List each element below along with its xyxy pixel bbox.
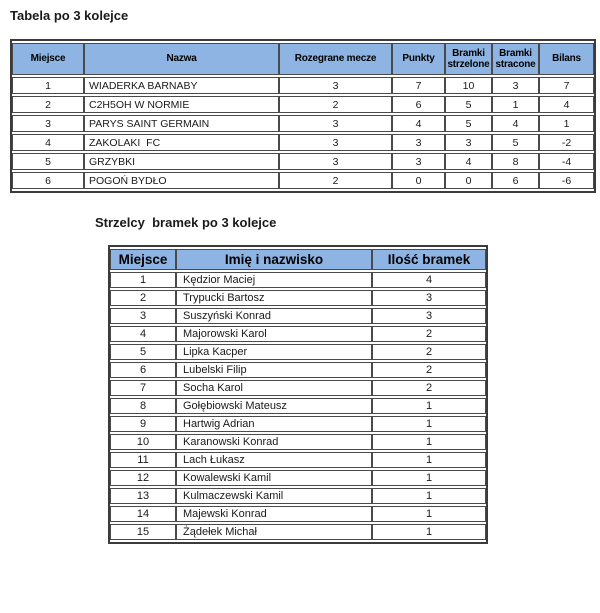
- scorers-table-row: [110, 434, 486, 450]
- cell-rank: 13: [110, 488, 176, 504]
- league-table-row: [12, 77, 594, 94]
- cell-goal-count: 4: [372, 272, 486, 288]
- cell-team-name: POGOŃ BYDŁO: [84, 172, 279, 189]
- cell-rank: 5: [110, 344, 176, 360]
- scorers-header-goal-count: Ilość bramek: [372, 249, 486, 270]
- scorers-table-row: [110, 272, 486, 288]
- cell-goals-scored: 4: [445, 153, 492, 170]
- cell-player-name: Lach Łukasz: [176, 452, 372, 468]
- cell-goals-conceded: 1: [492, 96, 539, 113]
- cell-team-name: ZAKOLAKI FC: [84, 134, 279, 151]
- cell-position: 3: [12, 115, 84, 132]
- scorers-table-row: [110, 506, 486, 522]
- cell-rank: 3: [110, 308, 176, 324]
- cell-goals-conceded: 5: [492, 134, 539, 151]
- cell-rank: 2: [110, 290, 176, 306]
- cell-position: 1: [12, 77, 84, 94]
- cell-matches-played: 3: [279, 77, 392, 94]
- league-header-team-name: Nazwa: [84, 43, 279, 75]
- league-header-position: Miejsce: [12, 43, 84, 75]
- cell-goals-scored: 5: [445, 115, 492, 132]
- scorers-table-row: [110, 524, 486, 540]
- cell-rank: 8: [110, 398, 176, 414]
- cell-balance: -6: [539, 172, 594, 189]
- cell-matches-played: 3: [279, 115, 392, 132]
- scorers-table-row: [110, 362, 486, 378]
- cell-goal-count: 3: [372, 308, 486, 324]
- scorers-table-row: [110, 380, 486, 396]
- cell-goals-scored: 3: [445, 134, 492, 151]
- league-table-row: [12, 153, 594, 170]
- cell-points: 6: [392, 96, 445, 113]
- league-table-row: [12, 172, 594, 189]
- scorers-header-rank: Miejsce: [110, 249, 176, 270]
- league-header-goals-conceded: Bramki stracone: [492, 43, 539, 75]
- scorers-table-row: [110, 452, 486, 468]
- cell-matches-played: 2: [279, 96, 392, 113]
- league-header-row: [12, 43, 594, 75]
- cell-player-name: Lipka Kacper: [176, 344, 372, 360]
- cell-goal-count: 2: [372, 380, 486, 396]
- scorers-header-player-name: Imię i nazwisko: [176, 249, 372, 270]
- cell-player-name: Majorowski Karol: [176, 326, 372, 342]
- league-header-matches-played: Rozegrane mecze: [279, 43, 392, 75]
- scorers-table-row: [110, 470, 486, 486]
- cell-rank: 7: [110, 380, 176, 396]
- cell-balance: 7: [539, 77, 594, 94]
- cell-rank: 15: [110, 524, 176, 540]
- cell-goals-scored: 5: [445, 96, 492, 113]
- cell-balance: -4: [539, 153, 594, 170]
- league-table: [10, 39, 596, 193]
- cell-goal-count: 3: [372, 290, 486, 306]
- cell-goals-conceded: 8: [492, 153, 539, 170]
- league-header-balance: Bilans: [539, 43, 594, 75]
- cell-rank: 1: [110, 272, 176, 288]
- cell-balance: 4: [539, 96, 594, 113]
- cell-goal-count: 1: [372, 398, 486, 414]
- cell-points: 4: [392, 115, 445, 132]
- cell-goals-scored: 10: [445, 77, 492, 94]
- scorers-table-row: [110, 344, 486, 360]
- league-table-row: [12, 134, 594, 151]
- cell-player-name: Kowalewski Kamil: [176, 470, 372, 486]
- cell-balance: 1: [539, 115, 594, 132]
- cell-balance: -2: [539, 134, 594, 151]
- cell-player-name: Żądełek Michał: [176, 524, 372, 540]
- cell-points: 3: [392, 134, 445, 151]
- cell-goal-count: 1: [372, 488, 486, 504]
- scorers-table-row: [110, 488, 486, 504]
- cell-player-name: Lubelski Filip: [176, 362, 372, 378]
- cell-position: 4: [12, 134, 84, 151]
- cell-player-name: Socha Karol: [176, 380, 372, 396]
- cell-rank: 14: [110, 506, 176, 522]
- cell-position: 6: [12, 172, 84, 189]
- cell-goal-count: 1: [372, 452, 486, 468]
- cell-matches-played: 3: [279, 153, 392, 170]
- cell-rank: 6: [110, 362, 176, 378]
- cell-rank: 9: [110, 416, 176, 432]
- league-table-row: [12, 115, 594, 132]
- scorers-header-row: [110, 249, 486, 270]
- scorers-table-row: [110, 326, 486, 342]
- cell-rank: 4: [110, 326, 176, 342]
- league-table-row: [12, 96, 594, 113]
- cell-team-name: GRZYBKI: [84, 153, 279, 170]
- cell-goal-count: 1: [372, 506, 486, 522]
- cell-goal-count: 2: [372, 362, 486, 378]
- cell-rank: 11: [110, 452, 176, 468]
- cell-team-name: PARYS SAINT GERMAIN: [84, 115, 279, 132]
- cell-team-name: WIADERKA BARNABY: [84, 77, 279, 94]
- cell-goal-count: 1: [372, 470, 486, 486]
- cell-rank: 12: [110, 470, 176, 486]
- league-header-points: Punkty: [392, 43, 445, 75]
- cell-player-name: Trypucki Bartosz: [176, 290, 372, 306]
- league-table-title: Tabela po 3 kolejce: [10, 8, 129, 23]
- cell-player-name: Hartwig Adrian: [176, 416, 372, 432]
- cell-rank: 10: [110, 434, 176, 450]
- cell-position: 2: [12, 96, 84, 113]
- scorers-table-title: Strzelcy bramek po 3 kolejce: [95, 215, 277, 230]
- league-header-goals-scored: Bramki strzelone: [445, 43, 492, 75]
- cell-player-name: Majewski Konrad: [176, 506, 372, 522]
- cell-goals-conceded: 3: [492, 77, 539, 94]
- cell-points: 3: [392, 153, 445, 170]
- cell-position: 5: [12, 153, 84, 170]
- cell-player-name: Karanowski Konrad: [176, 434, 372, 450]
- cell-points: 0: [392, 172, 445, 189]
- cell-points: 7: [392, 77, 445, 94]
- cell-player-name: Kędzior Maciej: [176, 272, 372, 288]
- scorers-table-row: [110, 290, 486, 306]
- cell-goal-count: 1: [372, 416, 486, 432]
- cell-goals-scored: 0: [445, 172, 492, 189]
- cell-matches-played: 3: [279, 134, 392, 151]
- cell-goal-count: 1: [372, 524, 486, 540]
- cell-goal-count: 1: [372, 434, 486, 450]
- cell-goals-conceded: 4: [492, 115, 539, 132]
- scorers-table-row: [110, 308, 486, 324]
- cell-player-name: Suszyński Konrad: [176, 308, 372, 324]
- cell-goals-conceded: 6: [492, 172, 539, 189]
- cell-matches-played: 2: [279, 172, 392, 189]
- cell-goal-count: 2: [372, 344, 486, 360]
- scorers-table: [108, 245, 488, 544]
- cell-team-name: C2H5OH W NORMIE: [84, 96, 279, 113]
- scorers-table-row: [110, 416, 486, 432]
- cell-player-name: Gołębiowski Mateusz: [176, 398, 372, 414]
- cell-goal-count: 2: [372, 326, 486, 342]
- scorers-table-row: [110, 398, 486, 414]
- cell-player-name: Kulmaczewski Kamil: [176, 488, 372, 504]
